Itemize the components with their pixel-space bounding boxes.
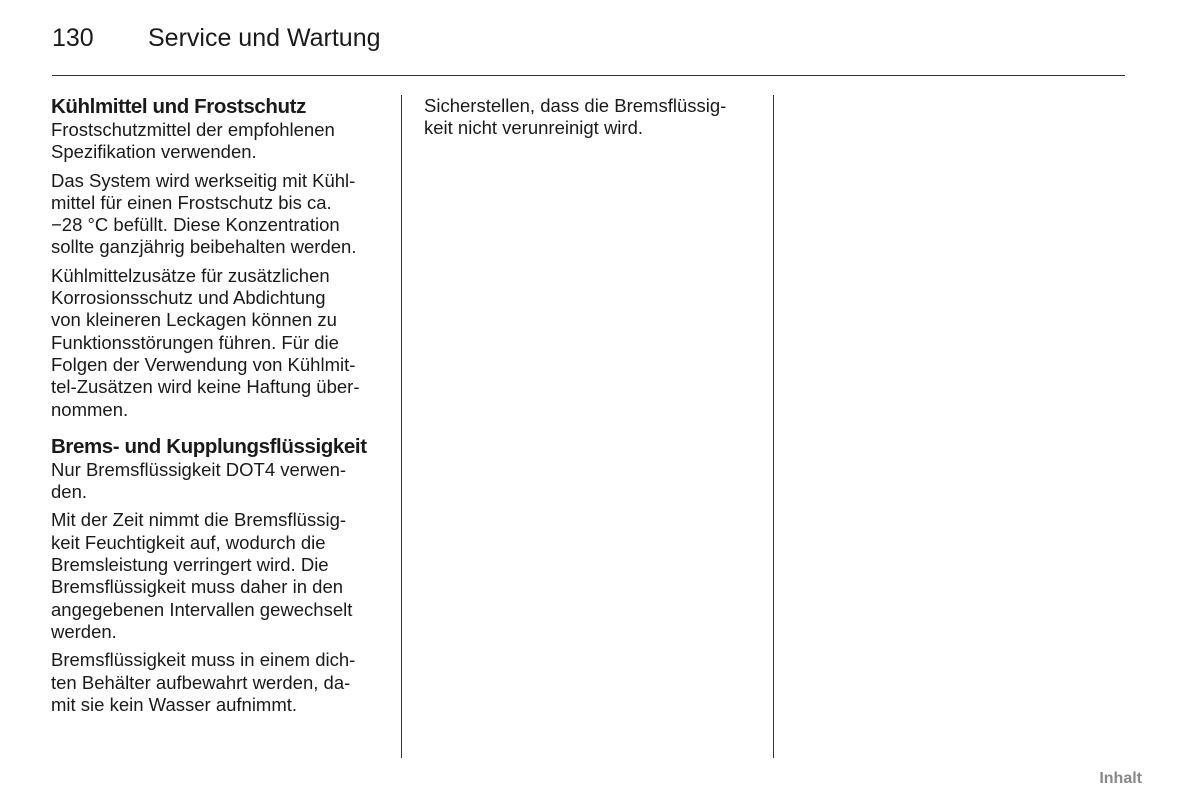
- text-line: −28 °C befüllt. Diese Konzentration: [51, 214, 340, 236]
- text-line: den.: [51, 481, 88, 503]
- paragraph: [51, 459, 386, 504]
- text-line: werden.: [51, 620, 117, 642]
- text-line: Frostschutzmittel der empfohlenen: [51, 119, 335, 140]
- text-line: Nur Bremsflüssigkeit DOT4 verwen-: [51, 458, 347, 480]
- text-line: mittel für einen Frostschutz bis ca.: [51, 191, 332, 213]
- header-rule: [52, 75, 1125, 76]
- heading-coolant: Kühlmittel und Frostschutz: [51, 95, 306, 118]
- text-line: sollte ganzjährig beibehalten werden.: [51, 236, 357, 258]
- paragraph: [51, 265, 386, 421]
- page-number: 130: [52, 24, 94, 52]
- paragraph: [51, 119, 386, 164]
- text-line: Sicherstellen, dass die Bremsflüssig-: [424, 95, 727, 116]
- text-line: mit sie kein Wasser aufnimmt.: [51, 693, 298, 715]
- column-divider: [401, 95, 402, 758]
- text-line: Spezifikation verwenden.: [51, 141, 257, 163]
- text-line: von kleineren Leckagen können zu: [51, 309, 337, 331]
- heading-brake-fluid: Brems- und Kupplungsflüssigkeit: [51, 434, 367, 458]
- text-line: Mit der Zeit nimmt die Bremsflüssig-: [51, 509, 347, 531]
- column-1: [51, 95, 386, 722]
- contents-link[interactable]: Inhalt: [1099, 770, 1142, 787]
- text-line: Kühlmittelzusätze für zusätzlichen: [51, 264, 330, 286]
- page-header: [52, 24, 381, 60]
- paragraph: [51, 170, 386, 259]
- paragraph: [51, 649, 386, 716]
- text-line: Bremsflüssigkeit muss in einem dich-: [51, 649, 356, 671]
- paragraph: [51, 509, 386, 643]
- text-line: Das System wird werkseitig mit Kühl-: [51, 169, 356, 191]
- text-line: angegebenen Intervallen gewechselt: [51, 598, 353, 620]
- text-line: nommen.: [51, 398, 129, 420]
- text-line: keit nicht verunreinigt wird.: [424, 117, 644, 139]
- text-line: keit Feuchtigkeit auf, wodurch die: [51, 531, 326, 553]
- text-line: Bremsleistung verringert wird. Die: [51, 554, 329, 576]
- section-title: Service und Wartung: [148, 24, 381, 52]
- text-line: Bremsflüssigkeit muss daher in den: [51, 576, 344, 598]
- text-line: Folgen der Verwendung von Kühlmit-: [51, 353, 356, 375]
- text-line: tel-Zusätzen wird keine Haftung über-: [51, 376, 360, 398]
- column-divider: [773, 95, 774, 758]
- text-line: ten Behälter aufbewahrt werden, da-: [51, 671, 351, 693]
- paragraph: [424, 95, 759, 140]
- column-2: [424, 95, 759, 146]
- text-line: Funktionsstörungen führen. Für die: [51, 331, 339, 353]
- text-line: Korrosionsschutz und Abdichtung: [51, 287, 326, 309]
